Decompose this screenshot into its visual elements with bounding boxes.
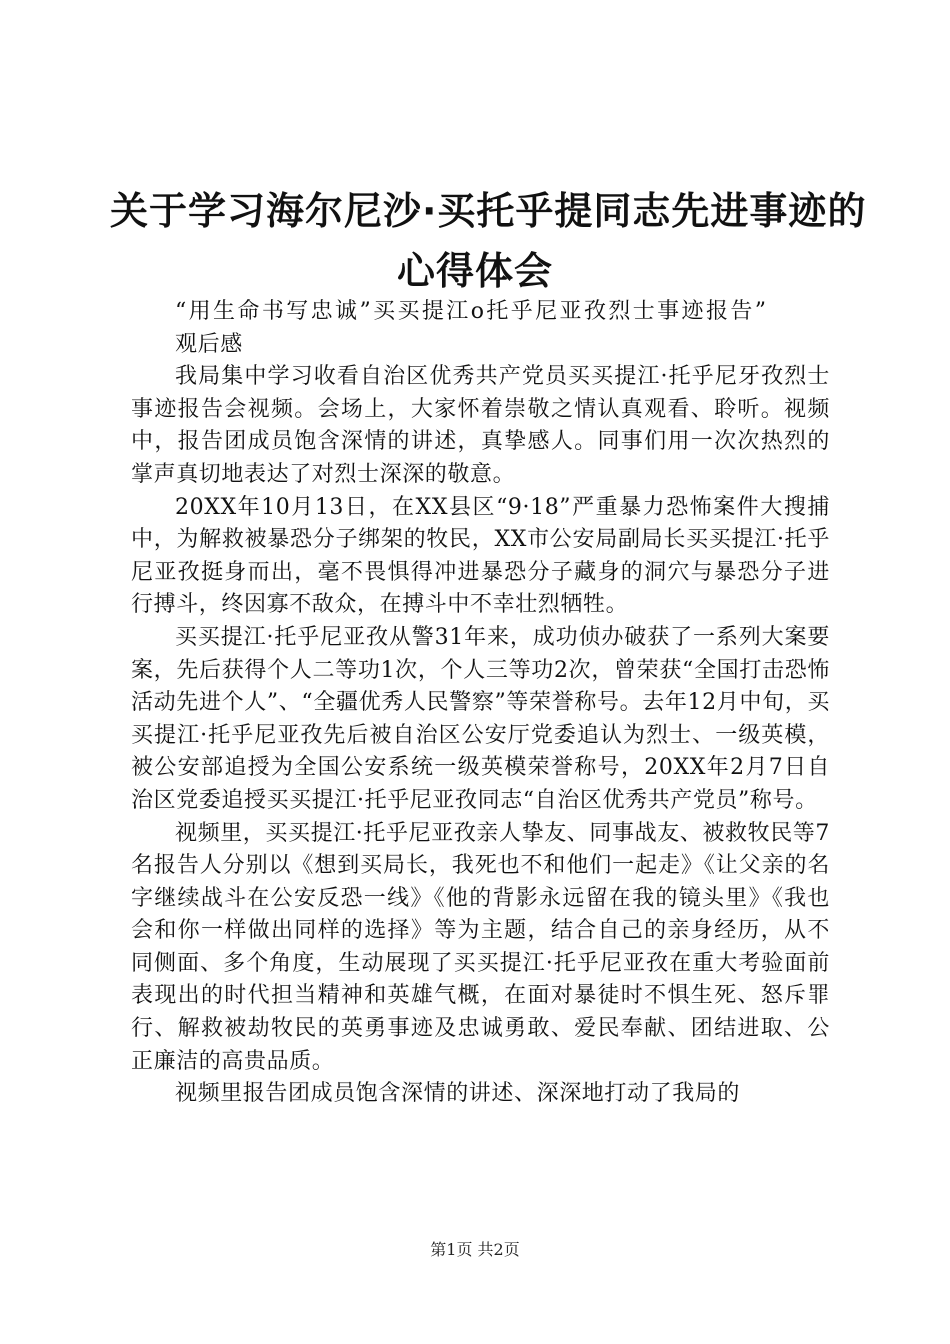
paragraph: 20XX年10月13日，在XX县区“9·18”严重暴力恐怖案件大搜捕中，为解救被暴恐分子绑架的牧民，XX市公安局副局长买买提江·托乎尼亚孜挺身而出，毫不畏惧得冲进暴恐分子藏身的洞穴与暴恐分子进行搏斗，终因寡不敌众，在搏斗中不幸壮烈牺牲。 [131,494,830,618]
paragraph-heading: 观后感 [175,331,243,357]
paragraph: 视频里报告团成员饱含深情的讲述、深深地打动了我局的 [175,1081,741,1107]
paragraph: 视频里，买买提江·托乎尼亚孜亲人挚友、同事战友、被救牧民等7名报告人分别以《想到买局长，我死也不和他们一起走》《让父亲的名字继续战斗在公安反恐一线》《他的背影永远留在我的镜头里》《我也会和你一样做出同样的选择》等为主题，结合自己的亲身经历，从不同侧面、多个角度，生动展现了买买提江·托乎尼亚孜在重大考验面前表现出的时代担当精神和英雄气概，在面对暴徒时不惧生死、怒斥罪行、解救被劫牧民的英勇事迹及忠诚勇敢、爱民奉献、团结进取、公正廉洁的高贵品质。 [131,820,830,1074]
document-body [131,296,830,1111]
paragraph-subtitle: “用生命书写忠诚”买买提江ο托乎尼亚孜烈士事迹报告” [175,299,769,324]
document-title-line-2: 心得体会 [396,249,553,293]
paragraph: 买买提江·托乎尼亚孜从警31年来，成功侦办破获了一系列大案要案，先后获得个人二等功1次，个人三等功2次，曾荣获“全国打击恐怖活动先进个人”、“全疆优秀人民警察”等荣誉称号。去年12月中旬，买买提江·托乎尼亚孜先后被自治区公安厅党委追认为烈士、一级英模，被公安部追授为全国公安系统一级英模荣誉称号，20XX年2月7日自治区党委追授买买提江·托乎尼亚孜同志“自治区优秀共产党员”称号。 [131,624,830,813]
document-title-line-1: 关于学习海尔尼沙·买托乎提同志先进事迹的 [110,189,867,233]
paragraph: 我局集中学习收看自治区优秀共产党员买买提江·托乎尼牙孜烈士事迹报告会视频。会场上，大家怀着崇敬之情认真观看、聆听。视频中，报告团成员饱含深情的讲述，真挚感人。同事们用一次次热烈的掌声真切地表达了对烈士深深的敬意。 [131,364,830,487]
page-footer: 第1页 共2页 [430,1240,520,1259]
